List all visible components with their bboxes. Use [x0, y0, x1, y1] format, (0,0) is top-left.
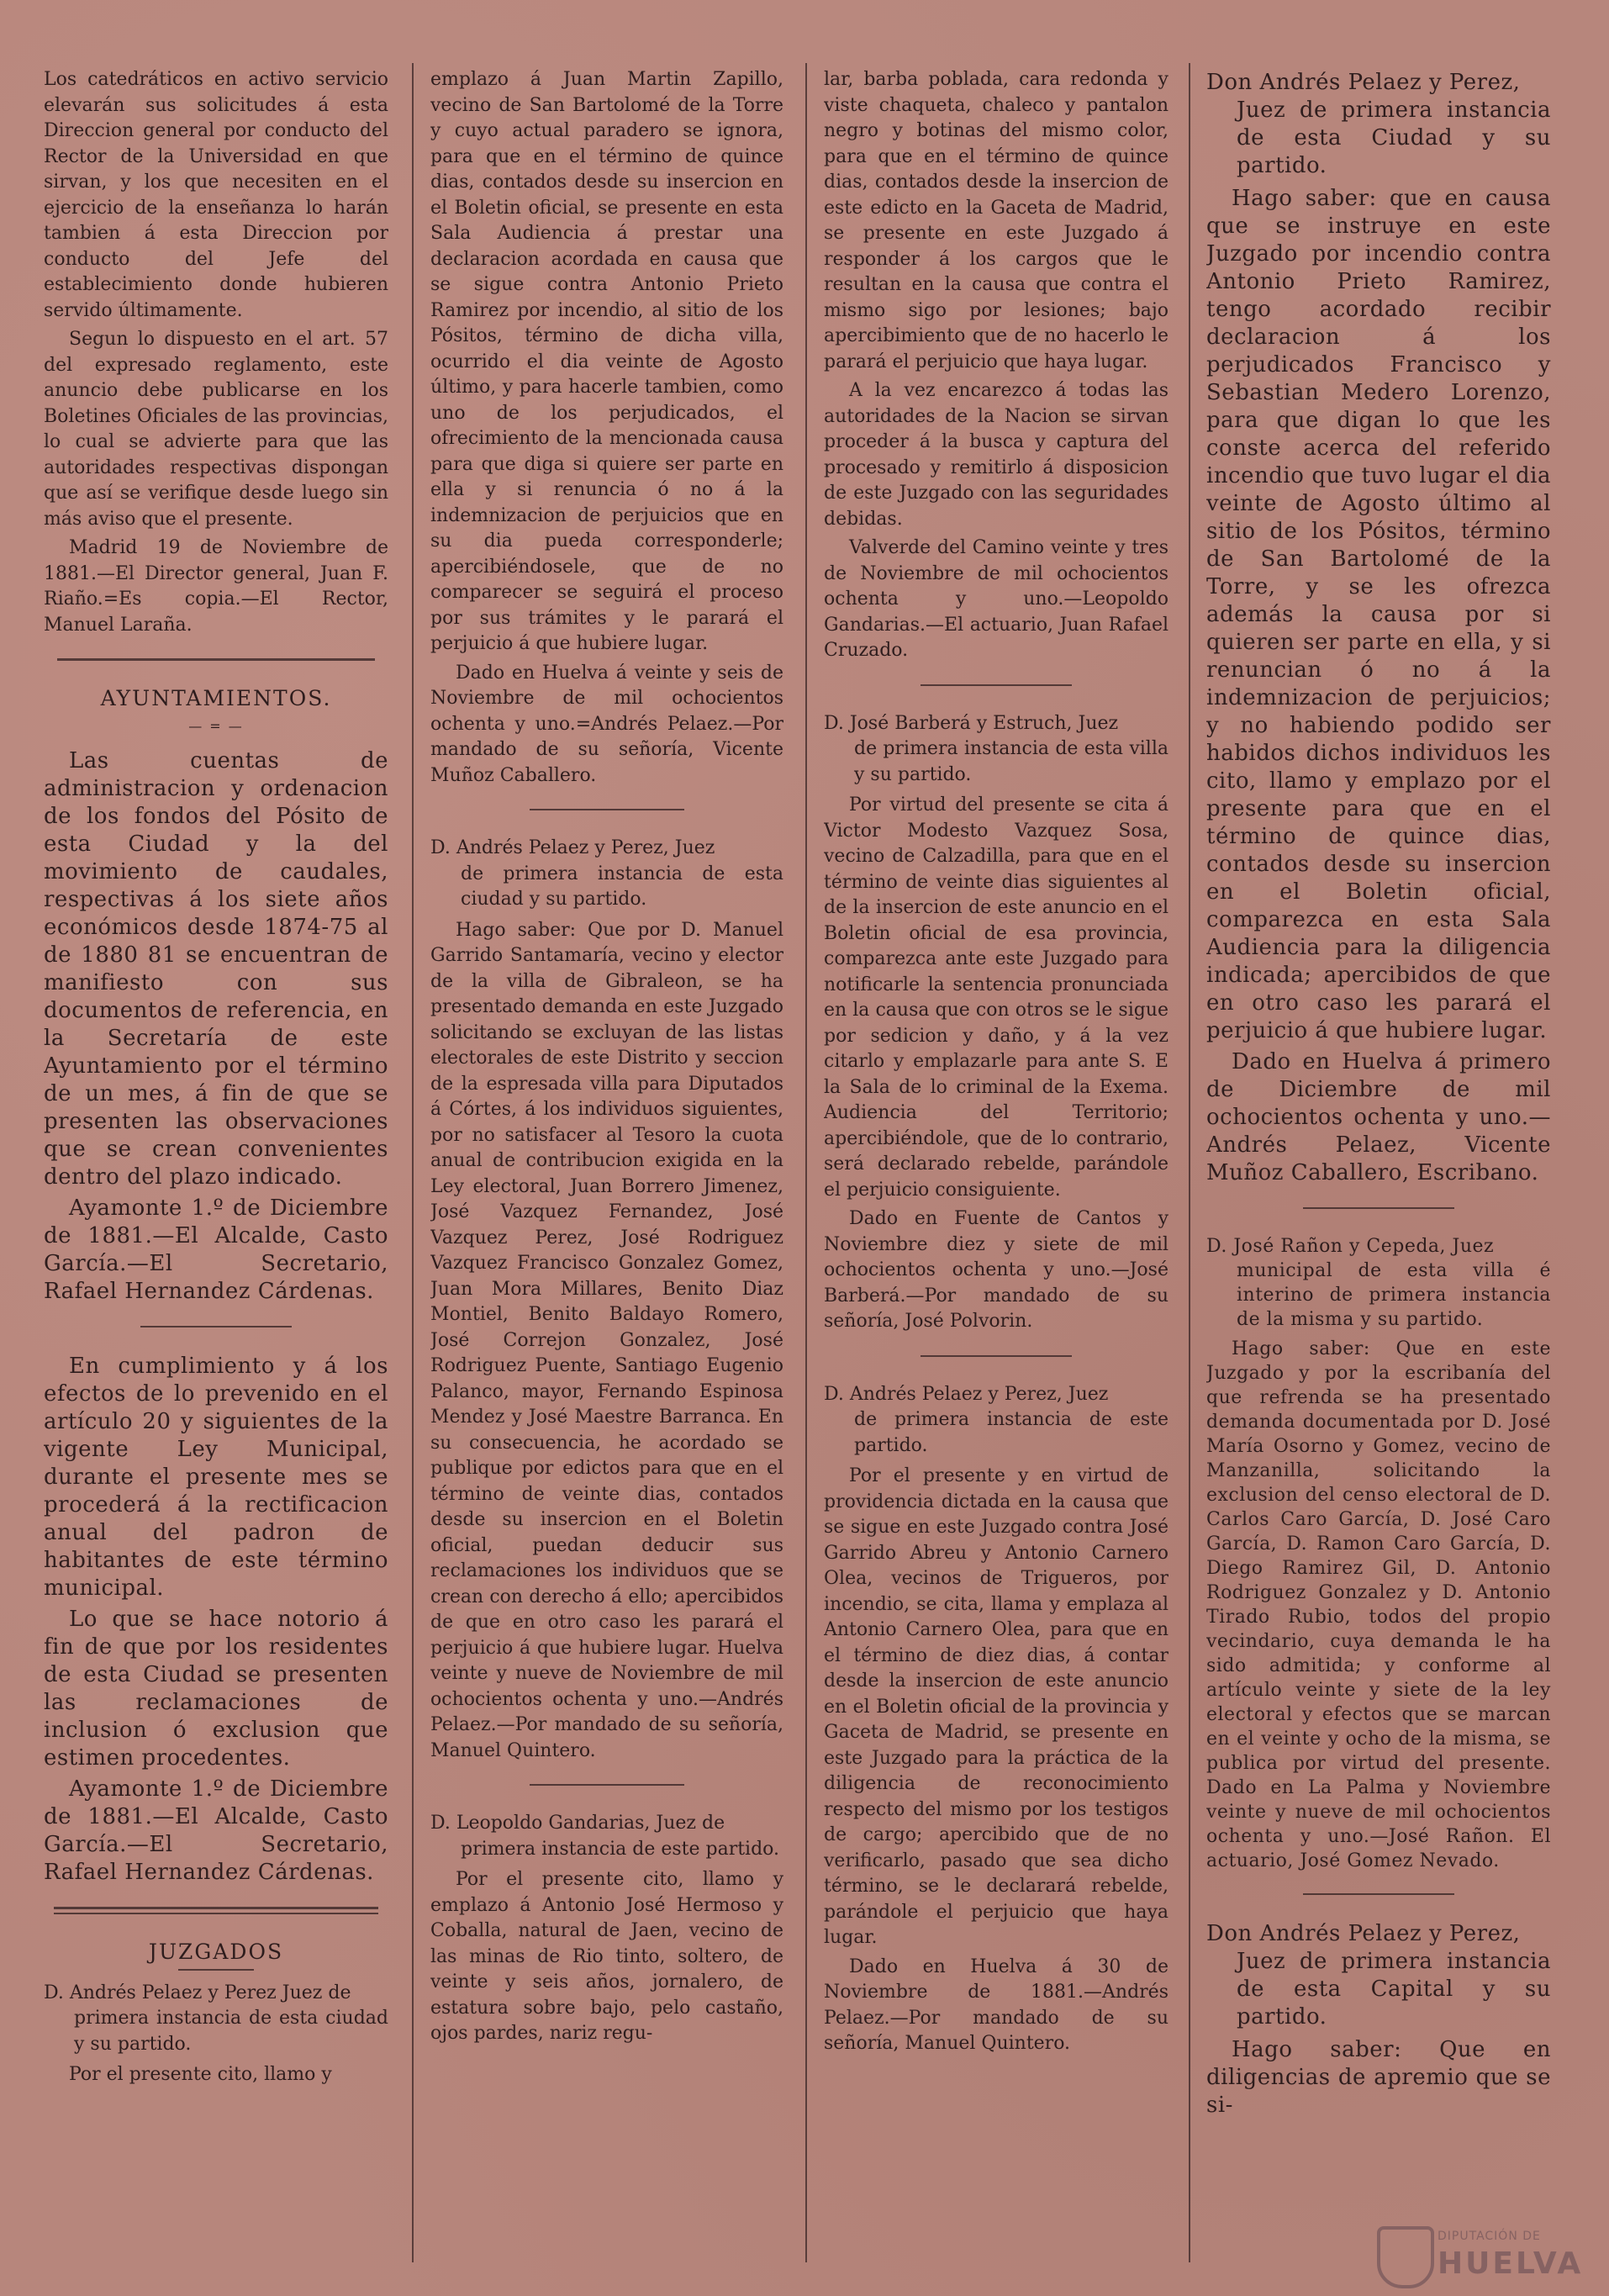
heading-rest: de primera instancia de esta villa y su partido. — [854, 738, 1169, 785]
heading-rest: Juez de primera instancia de esta Capital y su partido. — [1237, 1949, 1551, 2029]
column-3 — [824, 67, 1169, 2262]
signature-paragraph: Dado en Fuente de Cantos y Noviembre diez y siete de mil ochocientos ochenta y uno.—José Barberá.—Por mandado de su señoría, José Polvorin. — [824, 1208, 1169, 1332]
signature-paragraph: Ayamonte 1.º de Diciembre de 1881.—El Alcalde, Casto García.—El Secretario, Rafael Hernandez Cárdenas. — [44, 1196, 388, 1304]
heading-line: D. José Barberá y Estruch, Juez — [824, 712, 1119, 734]
heading-rest: primera instancia de este partido. — [461, 1838, 780, 1860]
watermark-top-text: DIPUTACIÓN DE — [1438, 2230, 1541, 2243]
heading-line: Don Andrés Pelaez y Perez, — [1206, 70, 1521, 95]
column-rule — [805, 63, 807, 2262]
seal-icon — [1377, 2226, 1434, 2288]
notice-heading — [824, 1382, 1169, 1459]
signature-paragraph: Dado en Huelva á primero de Diciembre de mil ochocientos ochenta y uno.—Andrés Pelaez, Vicente Muñoz Caballero, Escribano. — [1206, 1049, 1551, 1185]
archive-watermark — [1360, 2226, 1587, 2285]
paragraph: En cumplimiento y á los efectos de lo prevenido en el artículo 20 y siguientes de la vigente Ley Municipal, durante el presente mes se procederá á la rectificacion anual del padron de habitantes de este término municipal. — [44, 1354, 388, 1601]
heading-rest: Juez de primera instancia de esta Ciudad y su partido. — [1237, 98, 1551, 178]
divider — [140, 1326, 292, 1327]
paragraph: Por el presente y en virtud de providencia dictada en la causa que se sigue en este Juzgado contra José Garrido Abreu y Antonio Carnero Olea, vecinos de Trigueros, por incendio, se cita, llama y emplaza al Antonio Carnero Olea, para que en el término de diez dias, á contar desde la insercion de este anuncio en el Boletin oficial de la provincia y Gaceta de Madrid, se presente en este Juzgado para la práctica de la diligencia de reconocimiento respecto del mismo por los testigos de cargo; apercibido que de no verificarlo, pasado que sea dicho término, se le declarará rebelde, parándole el perjuicio que haya lugar. — [824, 1465, 1169, 1948]
signature-paragraph: Valverde del Camino veinte y tres de Noviembre de mil ochocientos ochenta y uno.—Leopoldo Gandarias.—El actuario, Juan Rafael Cruzado. — [824, 537, 1169, 661]
paragraph: Hago saber: Que en este Juzgado y por la escribanía del que refrenda se ha presentado demanda documentada por D. José María Osorno y Gomez, vecino de Manzanilla, solicitando la exclusion del censo electoral de D. Carlos Caro García, D. José Caro García, D. Ramon Caro García, D. Diego Ramirez Gil, D. Antonio Rodriguez Gonzalez y D. Antonio Tirado Rubio, todos del propio vecindario, cuya demanda le ha sido admitida; y conforme al artículo veinte y siete de la ley electoral y efectos que se marcan en el veinte y ocho de la misma, se publica por virtud del presente. Dado en La Palma y Noviembre veinte y nueve de mil ochocientos ochenta y uno.—José Rañon. El actuario, José Gomez Nevado. — [1206, 1338, 1551, 1871]
heading-line: D. Andrés Pelaez y Perez, Juez — [430, 837, 715, 858]
paragraph: Hago saber: que en causa que se instruye en este Juzgado por incendio contra Antonio Prieto Ramirez, tengo acordado recibir declaracion á los perjudicados Francisco y Sebastian Medero Lorenzo, para que digan lo que les conste acerca del referido incendio que tuvo lugar el dia veinte de Agosto último al sitio de los Pósitos, término de San Bartolomé de la Torre, y se les ofrezca además la causa por si quieren ser parte en ella, y si renuncian ó no á la indemnizacion de perjuicios; y no habiendo podido ser habidos dichos individuos les cito, llamo y emplazo por el presente para que en el término de quince dias, contados desde su insercion en el Boletin oficial, comparezca en esta Sala Audiencia para la diligencia indicada; apercibidos de que en otro caso les parará el perjuicio á que hubiere lugar. — [1206, 186, 1551, 1043]
divider — [54, 1907, 377, 1914]
heading-rest: de primera instancia de esta ciudad y su partido. — [461, 863, 783, 910]
notice-heading — [1206, 1234, 1551, 1332]
paragraph: Lo que se hace notorio á fin de que por los residentes de esta Ciudad se presenten las reclamaciones de inclusion ó exclusion que estimen procedentes. — [44, 1607, 388, 1771]
column-rule — [412, 63, 414, 2262]
paragraph: Segun lo dispuesto en el art. 57 del expresado reglamento, este anuncio debe publicarse en los Boletines Oficiales de las provincias, lo cual se advierte para que las autoridades respectivas dispongan que así se verifique desde luego sin más aviso que el presente. — [44, 329, 388, 530]
section-title: JUZGADOS — [148, 1940, 284, 1964]
heading-line: D. Leopoldo Gandarias, Juez de — [430, 1813, 725, 1834]
paragraph: emplazo á Juan Martin Zapillo, vecino de San Bartolomé de la Torre y cuyo actual paradero se ignora, para que en el término de quince dias, contados desde su insercion en el Boletin oficial, se presente en esta Sala Audiencia á prestar una declaracion acordada en causa que se sigue contra Antonio Prieto Ramirez por incendio, al sitio de los Pósitos, término de dicha villa, ocurrido el dia veinte de Agosto último, y para hacerle tambien, como uno de los perjudicados, el ofrecimiento de la mencionada causa para que diga si quiere ser parte en ella y si renuncia ó no á la indemnizacion de perjuicios que en su dia pueda corresponderle; apercibiéndosele, que de no comparecer se seguirá el proceso por sus trámites y le parará el perjuicio á que hubiere lugar. — [430, 69, 783, 654]
paragraph: Los catedráticos en activo servicio elevarán sus solicitudes á esta Direccion general por conducto del Rector de la Universidad en que sirvan, y los que necesiten en el ejercicio de la enseñanza lo harán tambien á esta Direccion por conducto del Jefe del establecimiento donde hubieren servido últimamente. — [44, 69, 388, 321]
heading-line: D. Andrés Pelaez y Perez, Juez — [824, 1383, 1109, 1405]
paragraph: Hago saber: Que por D. Manuel Garrido Santamaría, vecino y elector de la villa de Gibraleon, se ha presentado demanda en este Juzgado solicitando se excluyan de las listas electorales de este Distrito y seccion de la espresada villa para Diputados á Córtes, á los individuos siguientes, por no satisfacer al Tesoro la cuota anual de contribucion exigida en la Ley electoral, Juan Borrero Jimenez, José Vazquez Fernandez, José Vazquez Perez, José Rodriguez Vazquez Francisco Gonzalez Gomez, Juan Mora Millares, Benito Diaz Montiel, Benito Baldayo Romero, José Correjon Gonzalez, José Rodriguez Puente, Santiago Eugenio Palanco, mayor, Fernando Espinosa Mendez y José Maestre Barranca. En su consecuencia, he acordado se publique por edictos para que en el término de veinte dias, contados desde su insercion en el Boletin oficial, puedan deducir sus reclamaciones los individuos que se crean con derecho á ello; apercibidos de que en otro caso les parará el perjuicio á que hubiere lugar. Huelva veinte y nueve de Noviembre de mil ochocientos ochenta y uno.—Andrés Pelaez.—Por mandado de su señoría, Manuel Quintero. — [430, 919, 783, 1761]
column-2 — [430, 67, 783, 2262]
signature-paragraph: Ayamonte 1.º de Diciembre de 1881.—El Alcalde, Casto García.—El Secretario, Rafael Hernandez Cárdenas. — [44, 1776, 388, 1885]
notice-heading — [430, 836, 783, 913]
column-1 — [44, 67, 388, 2262]
notice-heading — [1206, 69, 1551, 180]
section-title: AYUNTAMIENTOS. — [100, 686, 332, 710]
notice-heading — [824, 711, 1169, 789]
notice-heading — [430, 1811, 783, 1862]
paragraph: lar, barba poblada, cara redonda y viste chaqueta, chaleco y pantalon negro y botinas del mismo color, para que en el término de quince dias, contados desde la insercion de este edicto en la Gaceta de Madrid, se presente en este Juzgado á responder á los cargos que le resultan en la causa que contra el mismo sigo por lesiones; bajo apercibimiento que de no hacerlo le parará el perjuicio que haya lugar. — [824, 69, 1169, 372]
paragraph: A la vez encarezco á todas las autoridades de la Nacion se sirvan proceder á la busca y captura del procesado y remitirlo á disposicion de este Juzgado con las seguridades debidas. — [824, 380, 1169, 530]
notice-heading — [44, 1981, 388, 2058]
heading-line: Don Andrés Pelaez y Perez, — [1206, 1921, 1521, 1946]
divider — [178, 1969, 254, 1971]
divider — [57, 658, 374, 661]
heading-line: D. José Rañon y Cepeda, Juez — [1206, 1236, 1495, 1257]
heading-line: D. Andrés Pelaez y Perez Juez de — [44, 1982, 351, 2003]
notice-heading — [1206, 1920, 1551, 2031]
heading-rest: primera instancia de esta ciudad y su partido. — [74, 2008, 388, 2055]
divider — [530, 1784, 685, 1786]
signature-paragraph: Dado en Huelva á veinte y seis de Noviembre de mil ochocientos ochenta y uno.=Andrés Pelaez.—Por mandado de su señoría, Vicente Muñoz Caballero. — [430, 662, 783, 786]
divider — [530, 809, 685, 810]
paragraph: Por virtud del presente se cita á Victor Modesto Vazquez Sosa, vecino de Calzadilla, para que en el término de veinte dias siguientes al de la insercion de este anuncio en el Boletin oficial de esa provincia, comparezca ante este Juzgado para notificarle la sentencia pronunciada en la causa que con otros se le sigue por sedicion y daño, y á la vez citarlo y emplazarle para ante S. E la Sala de lo criminal de la Exema. Audiencia del Territorio; apercibiéndole, que de lo contrario, será declarado rebelde, parándole el perjuicio consiguiente. — [824, 794, 1169, 1201]
paragraph: Por el presente cito, llamo y emplazo á Antonio José Hermoso y Coballa, natural de Jaen, vecino de las minas de Rio tinto, soltero, de veinte y seis años, jornalero, de estatura sobre bajo, pelo castaño, ojos pardes, nariz regu- — [430, 1869, 783, 2044]
divider — [1303, 1893, 1454, 1895]
column-4 — [1206, 67, 1551, 2262]
column-rule — [1189, 63, 1190, 2262]
paragraph: Madrid 19 de Noviembre de 1881.—El Director general, Juan F. Riaño.=Es copia.—El Rector, Manuel Laraña. — [44, 537, 388, 636]
heading-rest: municipal de esta villa é interino de primera instancia de la misma y su partido. — [1237, 1260, 1551, 1330]
paragraph: Por el presente cito, llamo y — [69, 2064, 332, 2085]
divider — [1303, 1207, 1454, 1209]
divider — [921, 684, 1072, 686]
section-mark: — = — — [188, 717, 244, 734]
heading-rest: de primera instancia de este partido. — [854, 1409, 1169, 1456]
watermark-name: HUELVA — [1438, 2246, 1584, 2281]
signature-paragraph: Dado en Huelva á 30 de Noviembre de 1881.—Andrés Pelaez.—Por mandado de su señoría, Manuel Quintero. — [824, 1956, 1169, 2054]
divider — [921, 1355, 1072, 1357]
paragraph: Las cuentas de administracion y ordenacion de los fondos del Pósito de esta Ciudad y la del movimiento de caudales, respectivas á los siete años económicos desde 1874-75 al de 1880 81 se encuentran de manifiesto con sus documentos de referencia, en la Secretaría de este Ayuntamiento por el término de un mes, á fin de que se presenten las observaciones que se crean convenientes dentro del plazo indicado. — [44, 748, 388, 1190]
paragraph: Hago saber: Que en diligencias de apremio que se si- — [1206, 2037, 1551, 2118]
